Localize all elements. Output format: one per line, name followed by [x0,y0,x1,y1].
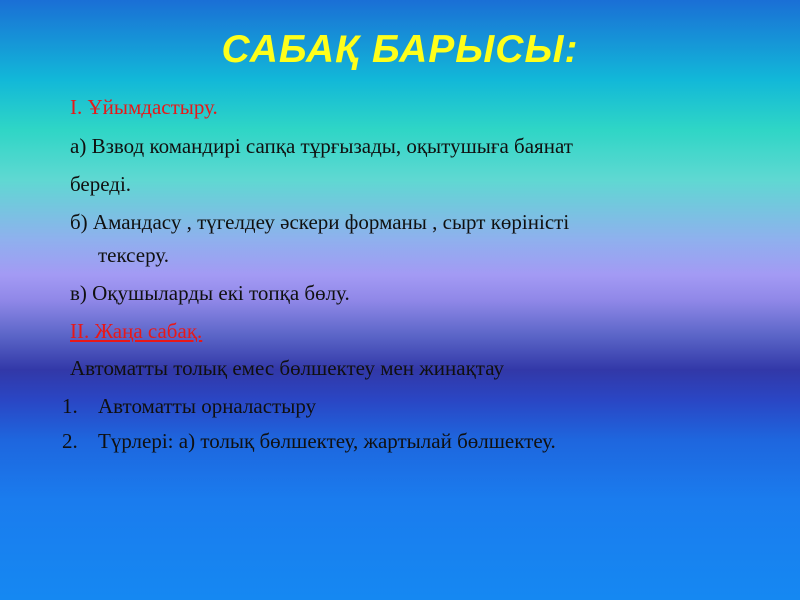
list-number: 1. [62,394,78,418]
item-b-line2: тексеру. [98,243,169,267]
item-b-line1: б) Амандасу , түгелдеу әскери форманы , сырт көріністі [70,210,570,234]
list-item-text: Автоматты орналастыру [98,394,317,418]
item-c: в) Оқушыларды екі топқа бөлу. [70,281,350,305]
list-item-text: Түрлері: а) толық бөлшектеу, жартылай бөлшектеу. [98,429,556,453]
section2-heading: II. Жаңа сабақ. [70,319,203,343]
item-a-line1: а) Взвод командирі сапқа тұрғызады, оқытушыға баянат [70,134,573,158]
item-a-line2: береді. [70,172,132,196]
slide-title: САБАҚ БАРЫСЫ: [221,28,579,71]
section1-heading: I. Ұйымдастыру. [70,95,218,119]
lesson-topic: Автоматты толық емес бөлшектеу мен жинақтау [70,356,504,380]
list-number: 2. [62,429,78,453]
